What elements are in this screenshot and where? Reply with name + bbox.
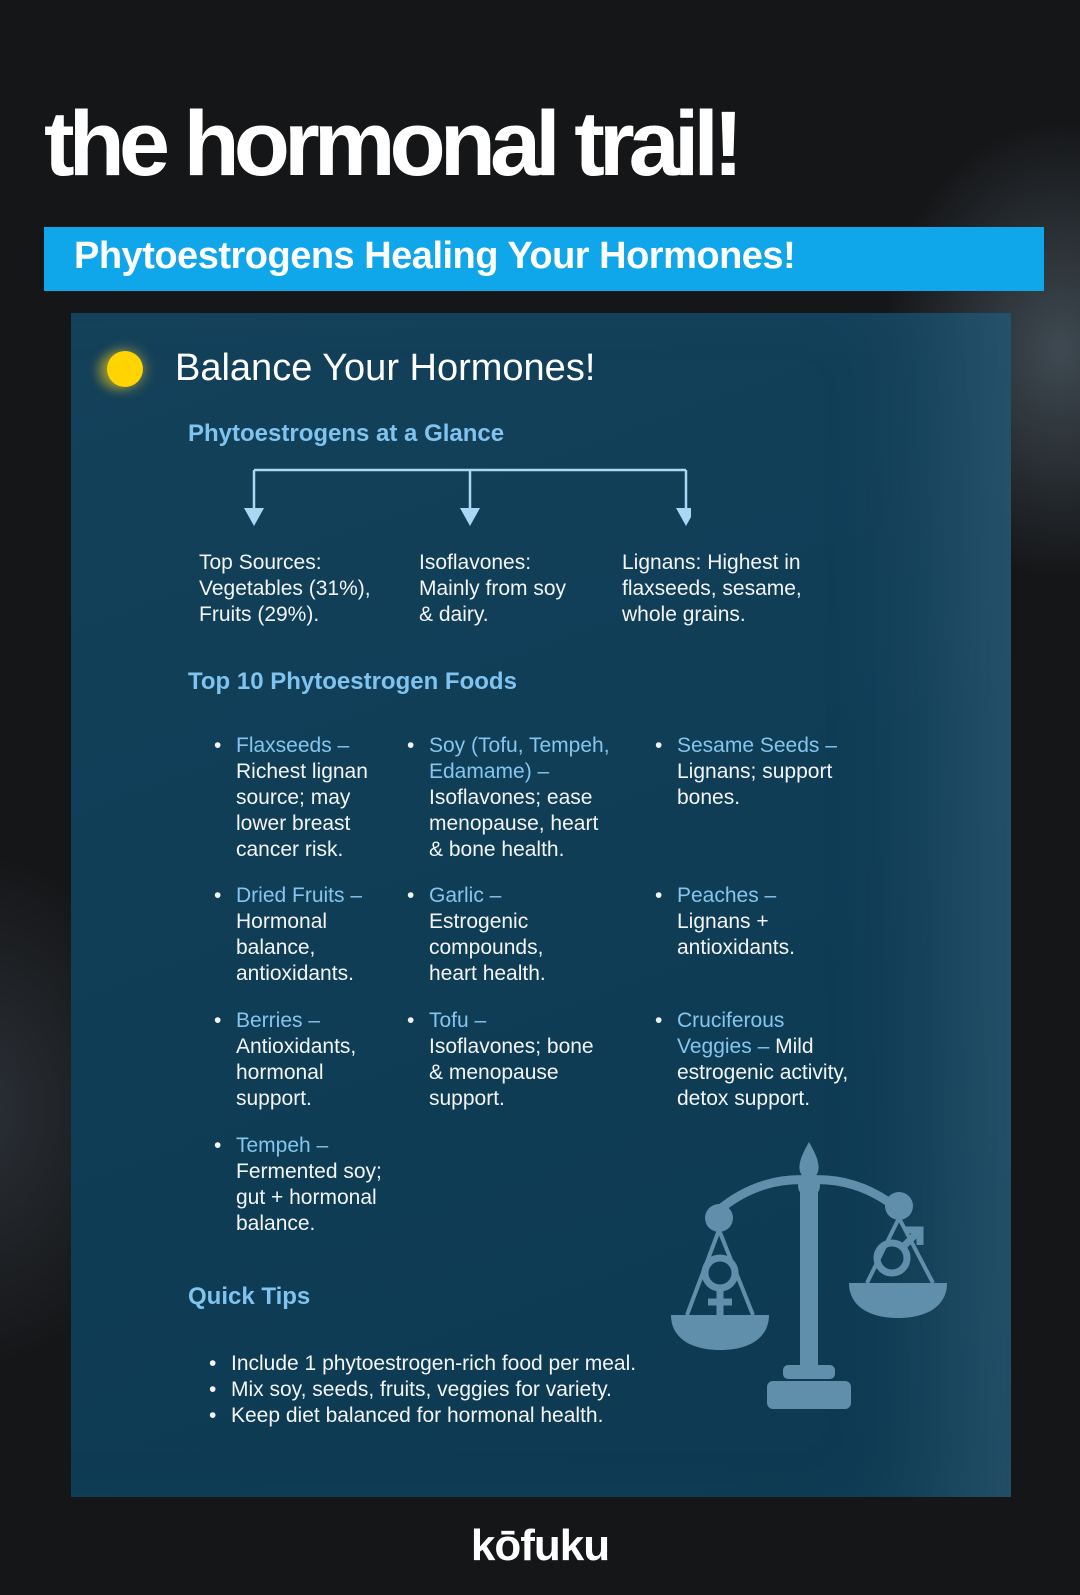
glance-line: Vegetables (31%), [199, 577, 371, 600]
food-desc: Estrogenic [429, 910, 529, 933]
food-name: Cruciferous [677, 1009, 785, 1032]
food-item-flaxseeds [214, 733, 368, 863]
food-desc: & menopause [429, 1061, 559, 1084]
food-name: Tempeh – [236, 1134, 329, 1157]
food-item-cruciferous-veggies [655, 1008, 849, 1112]
glance-column-lignans [622, 550, 802, 628]
tip-text: Keep diet balanced for hormonal health. [231, 1404, 604, 1427]
female-symbol-icon [705, 1258, 735, 1315]
food-desc: heart health. [429, 962, 546, 985]
food-desc: cancer risk. [236, 838, 344, 861]
food-desc: detox support. [677, 1087, 811, 1110]
food-item-dried-fruits [214, 883, 363, 987]
food-item-berries [214, 1008, 357, 1112]
food-desc: compounds, [429, 936, 544, 959]
bullet: • [407, 1009, 415, 1032]
food-desc: Lignans + [677, 910, 769, 933]
glance-column-isoflavones [419, 550, 566, 628]
food-desc: estrogenic activity, [677, 1061, 849, 1084]
bullet: • [209, 1404, 217, 1427]
glance-line: Isoflavones: [419, 551, 532, 574]
food-desc: source; may [236, 786, 351, 809]
food-name: Garlic – [429, 884, 502, 907]
tip-item [209, 1377, 636, 1403]
foods-label: Top 10 Phytoestrogen Foods [188, 668, 517, 695]
food-name: Soy (Tofu, Tempeh, [429, 734, 610, 757]
food-name: Edamame) – [429, 760, 550, 783]
panel-heading: Balance Your Hormones! [175, 347, 596, 389]
glance-column-sources [199, 550, 371, 628]
bullet: • [209, 1378, 217, 1401]
bullet: • [655, 734, 663, 757]
food-desc: hormonal [236, 1061, 324, 1084]
food-desc: Isoflavones; ease [429, 786, 593, 809]
food-desc: balance. [236, 1212, 316, 1235]
bullet: • [655, 1009, 663, 1032]
food-desc: menopause, heart [429, 812, 599, 835]
glance-line: Mainly from soy [419, 577, 567, 600]
food-item-peaches [655, 883, 795, 961]
bullet: • [214, 1009, 222, 1032]
bullet: • [214, 734, 222, 757]
food-desc: gut + hormonal [236, 1186, 377, 1209]
food-desc: support. [429, 1087, 505, 1110]
bullet: • [407, 734, 415, 757]
bullet: • [655, 884, 663, 907]
glance-line: Fruits (29%). [199, 603, 320, 626]
bullet: • [209, 1352, 217, 1375]
brand-logo: kōfuku [470, 1521, 610, 1570]
food-item-garlic [407, 883, 546, 987]
food-desc: antioxidants. [236, 962, 354, 985]
food-desc: Mild [769, 1035, 814, 1058]
food-item-tofu [407, 1008, 594, 1112]
glance-line: whole grains. [622, 603, 746, 626]
glance-line: Lignans: Highest in [622, 551, 801, 574]
glance-line: flaxseeds, sesame, [622, 577, 802, 600]
food-desc: Hormonal [236, 910, 328, 933]
food-item-soy [407, 733, 610, 863]
glance-line: Top Sources: [199, 551, 322, 574]
tips-label: Quick Tips [188, 1283, 311, 1310]
bullet: • [214, 884, 222, 907]
food-desc: & bone health. [429, 838, 565, 861]
food-name: Veggies – [677, 1035, 770, 1058]
glance-line: & dairy. [419, 603, 489, 626]
bullet: • [214, 1134, 222, 1157]
food-desc: support. [236, 1087, 312, 1110]
food-desc: Fermented soy; [236, 1160, 382, 1183]
tip-text: Mix soy, seeds, fruits, veggies for variety. [231, 1378, 612, 1401]
food-desc: Antioxidants, [236, 1035, 357, 1058]
food-desc: bones. [677, 786, 741, 809]
food-desc: Richest lignan [236, 760, 368, 783]
food-desc: Isoflavones; bone [429, 1035, 594, 1058]
food-desc: Lignans; support [677, 760, 833, 783]
page-title: the hormonal trail! [44, 93, 738, 195]
tips-list [209, 1351, 637, 1429]
food-name: Sesame Seeds – [677, 734, 837, 757]
food-desc: antioxidants. [677, 936, 795, 959]
food-desc: balance, [236, 936, 316, 959]
bullet: • [407, 884, 415, 907]
glance-tree-diagram [221, 468, 691, 538]
tip-item [209, 1351, 637, 1377]
glance-label: Phytoestrogens at a Glance [188, 420, 505, 447]
food-desc: lower breast [236, 812, 351, 835]
food-item-tempeh [214, 1133, 382, 1237]
food-name: Peaches – [677, 884, 777, 907]
balance-scale-icon [669, 1140, 954, 1415]
banner-text: Phytoestrogens Healing Your Hormones! [74, 235, 796, 277]
tip-item [209, 1403, 636, 1429]
sun-icon [107, 351, 143, 387]
tip-text: Include 1 phytoestrogen-rich food per meal. [231, 1352, 637, 1375]
food-name: Berries – [236, 1009, 321, 1032]
food-name: Flaxseeds – [236, 734, 350, 757]
food-name: Tofu – [429, 1009, 487, 1032]
food-name: Dried Fruits – [236, 884, 363, 907]
content-panel [71, 313, 1011, 1497]
food-item-sesame-seeds [655, 733, 837, 811]
subtitle-banner [44, 227, 1044, 291]
